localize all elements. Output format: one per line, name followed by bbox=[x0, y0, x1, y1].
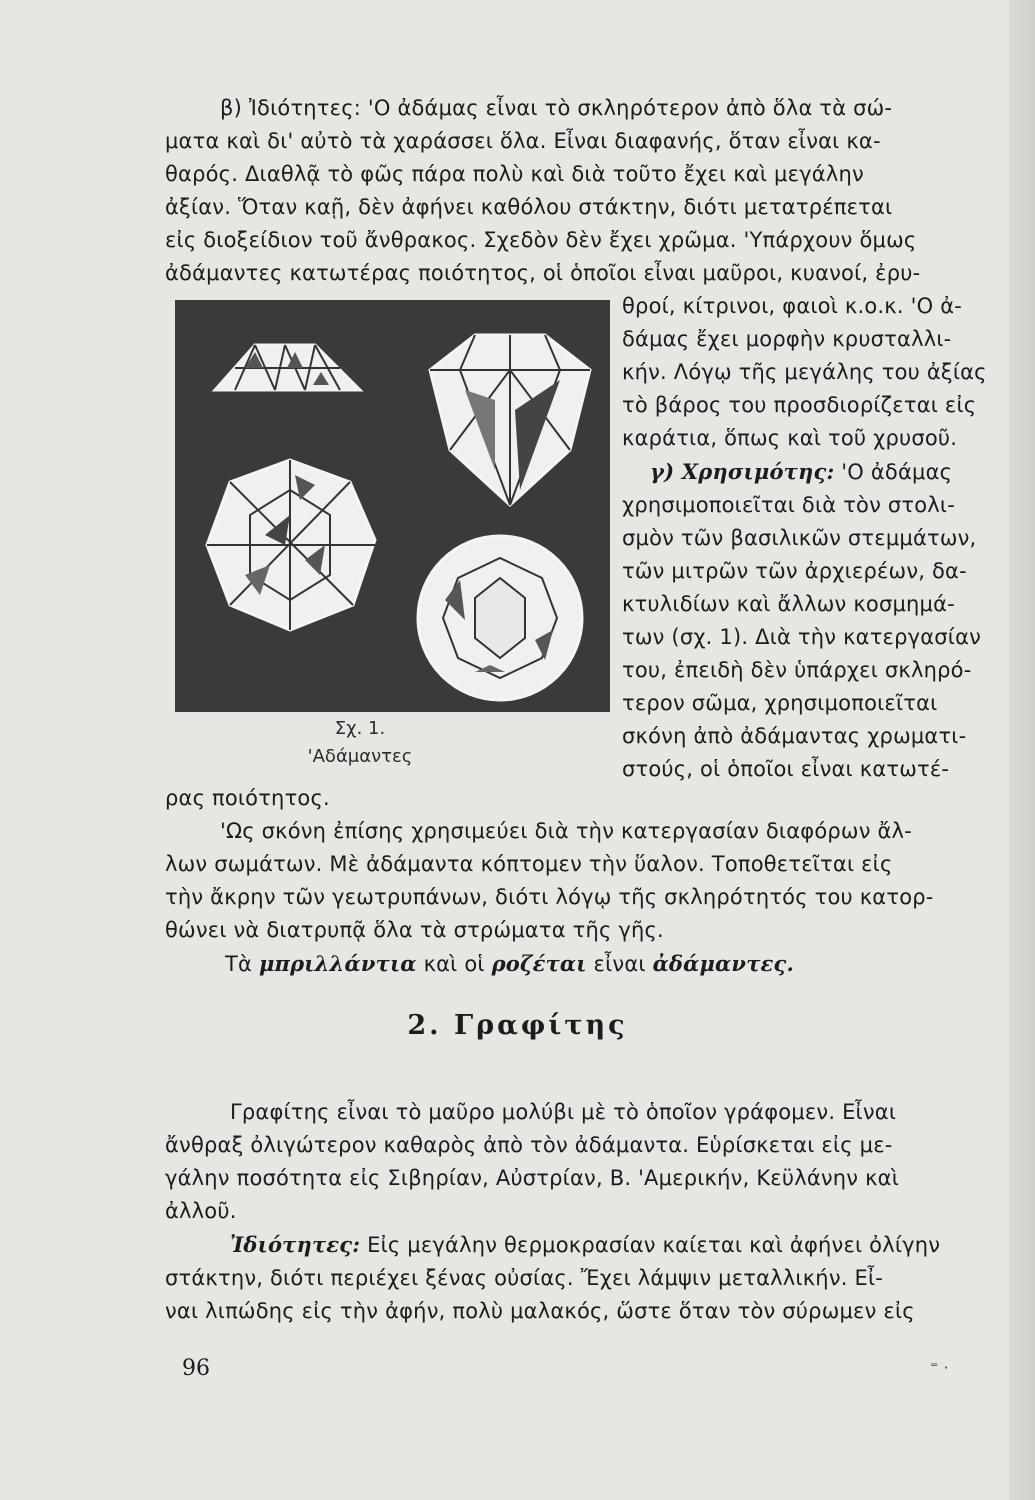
figure-caption-number: Σχ. 1. bbox=[334, 718, 386, 739]
text-line: του, ἐπειδὴ δὲν ὑπάρχει σκληρό- bbox=[622, 658, 972, 682]
text-line: εἰς διοξείδιον τοῦ ἄνθρακος. Σχεδὸν δὲν ἔχει χρῶμα. 'Υπάρχουν ὅμως bbox=[165, 228, 917, 252]
text-line: ἀλλοῦ. bbox=[165, 1199, 237, 1223]
diamonds-figure bbox=[175, 300, 610, 712]
text-line: Τὰ bbox=[225, 952, 253, 976]
text-line: τὸ βάρος του προσδιορίζεται εἰς bbox=[622, 393, 977, 417]
text-line: σκόνη ἀπὸ ἀδάμαντας χρωματι- bbox=[622, 724, 967, 748]
text-line: θαρός. Διαθλᾷ τὸ φῶς πάρα πολὺ καὶ διὰ τοῦτο ἔχει καὶ μεγάλην bbox=[165, 162, 864, 186]
text-line: 'Ο ἀδάμας bbox=[841, 460, 953, 484]
diamond-top-view bbox=[207, 460, 375, 630]
diamonds-illustration bbox=[175, 300, 610, 712]
usage-continuation bbox=[165, 782, 1010, 981]
text-line: των (σχ. 1). Διὰ τὴν κατεργασίαν bbox=[622, 625, 982, 649]
text-line: λων σωμάτων. Μὲ ἀδάμαντα κόπτομεν τὴν ὕαλον. Τοποθετεῖται εἰς bbox=[165, 852, 893, 876]
text-line: στάκτην, διότι περιέχει ξένας οὐσίας. Ἔχει λάμψιν μεταλλικήν. Εἶ- bbox=[165, 1266, 884, 1290]
graphite-properties bbox=[165, 1228, 1010, 1328]
text-line: ἀδάμαντες κατωτέρας ποιότητος, οἱ ὁποῖοι εἶναι μαῦροι, κυανοί, ἐρυ- bbox=[165, 261, 921, 285]
text-line: τῶν μιτρῶν τῶν ἀρχιερέων, δα- bbox=[622, 559, 967, 583]
text-line: δάμας ἔχει μορφὴν κρυσταλλι- bbox=[622, 327, 952, 351]
text-line: εἶναι bbox=[593, 952, 646, 976]
text-line: τερον σῶμα, χρησιμοποιεῖται bbox=[622, 691, 938, 715]
graphite-properties-label: Ἰδιότητες: bbox=[230, 1232, 361, 1257]
text-line: θώνει νὰ διατρυπᾷ ὅλα τὰ στρώματα τῆς γῆς. bbox=[165, 918, 664, 942]
text-line: ματα καὶ δι' αὐτὸ τὰ χαράσσει ὅλα. Εἶναι διαφανής, ὅταν εἶναι κα- bbox=[165, 129, 881, 153]
text-line: χρησιμοποιεῖται διὰ τὸν στολι- bbox=[622, 493, 955, 517]
text-line: κτυλιδίων καὶ ἄλλων κοσμημά- bbox=[622, 592, 955, 616]
text-line: ἀξίαν. Ὅταν καῇ, δὲν ἀφήνει καθόλου στάκτην, διότι μετατρέπεται bbox=[165, 195, 893, 219]
text-line: ἄνθραξ ὀλιγώτερον καθαρὸς ἀπὸ τὸν ἀδάμαντα. Εὑρίσκεται εἰς με- bbox=[165, 1133, 893, 1157]
section-heading: 2. Γραφίτης bbox=[407, 1010, 628, 1041]
term-rosettes: ροζέται bbox=[491, 951, 587, 976]
text-line: καὶ οἱ bbox=[423, 952, 485, 976]
properties-label: β) Ἰδιότητες: bbox=[220, 96, 361, 120]
text-line: Γραφίτης εἶναι τὸ μαῦρο μολύβι μὲ τὸ ὁποῖον γράφομεν. Εἶναι bbox=[230, 1100, 897, 1124]
properties-paragraph bbox=[165, 92, 1010, 290]
diamond-round-view bbox=[418, 536, 582, 700]
text-line: σμὸν τῶν βασιλικῶν στεμμάτων, bbox=[622, 526, 977, 550]
side-column bbox=[622, 290, 1012, 786]
page-edge bbox=[1009, 0, 1035, 1500]
text-line: τὴν ἄκρην τῶν γεωτρυπάνων, διότι λόγῳ τῆς σκληρότητός του κατορ- bbox=[165, 885, 934, 909]
text-line: ρας ποιότητος. bbox=[165, 786, 330, 810]
text-line: κήν. Λόγῳ τῆς μεγάλης του ἀξίας bbox=[622, 360, 987, 384]
text-line: ναι λιπώδης εἰς τὴν ἀφήν, πολὺ μαλακός, ὥστε ὅταν τὸν σύρωμεν εἰς bbox=[165, 1299, 915, 1323]
term-brilliants: μπριλλάντια bbox=[258, 951, 417, 976]
figure-caption-text: 'Αδάμαντες bbox=[307, 746, 413, 767]
term-diamonds: ἀδάμαντες. bbox=[652, 951, 794, 976]
text-line: 'Ως σκόνη ἐπίσης χρησιμεύει διὰ τὴν κατεργασίαν διαφόρων ἄλ- bbox=[220, 819, 912, 843]
text-line: γάλην ποσότητα εἰς Σιβηρίαν, Αὐστρίαν, Β. 'Αμερικήν, Κεϋλάνην καὶ bbox=[165, 1166, 900, 1190]
text-line: θροί, κίτρινοι, φαιοὶ κ.ο.κ. 'Ο ἀ- bbox=[622, 294, 963, 318]
page-number: 96 bbox=[182, 1356, 210, 1381]
ink-mark: ⁼ · bbox=[930, 1358, 949, 1377]
graphite-paragraph bbox=[165, 1096, 1010, 1228]
text-line: καράτια, ὅπως καὶ τοῦ χρυσοῦ. bbox=[622, 426, 958, 450]
text-line: στούς, οἱ ὁποῖοι εἶναι κατωτέ- bbox=[622, 757, 950, 781]
text-line: 'Ο ἀδάμας εἶναι τὸ σκληρότερον ἀπὸ ὅλα τὰ σώ- bbox=[367, 96, 893, 120]
usage-label: γ) Χρησιμότης: bbox=[650, 459, 835, 484]
text-line: Εἰς μεγάλην θερμοκρασίαν καίεται καὶ ἀφήνει ὀλίγην bbox=[367, 1233, 941, 1257]
